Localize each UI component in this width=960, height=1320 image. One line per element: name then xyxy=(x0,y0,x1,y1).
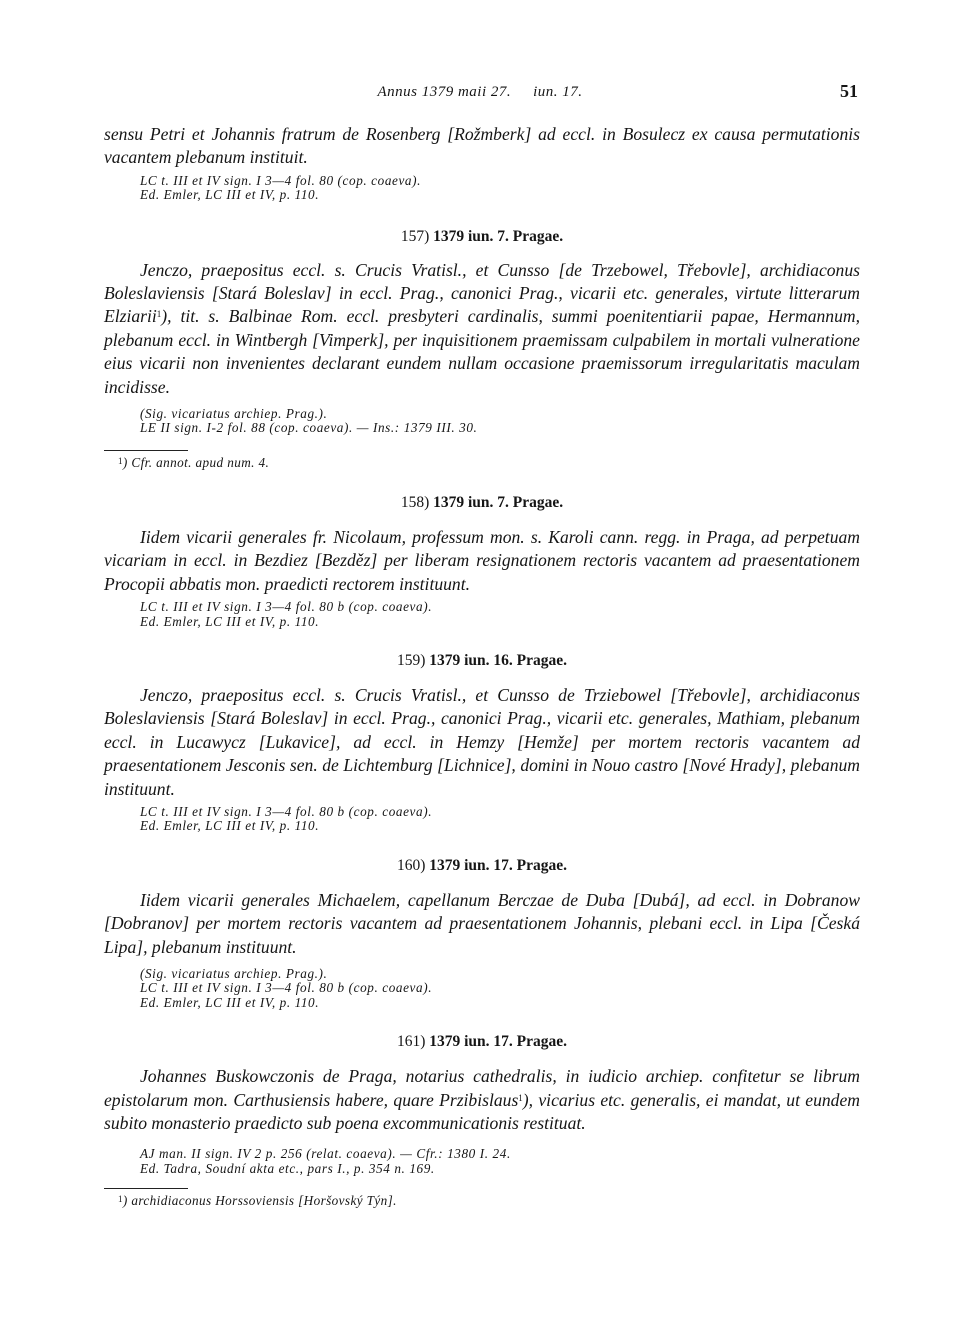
source-line: Ed. Emler, LC III et IV, p. 110. xyxy=(140,187,320,203)
source-line: AJ man. II sign. IV 2 p. 256 (relat. coaeva). — Cfr.: 1380 I. 24. xyxy=(140,1146,511,1162)
footnote-divider xyxy=(104,1188,188,1189)
entry-text-part: Johannes Buskowczonis de Praga, notarius cathedralis, in iudicio archiep. confitetur se librum epistolarum mon. Carthusiensis habere, quare Przibislaus xyxy=(104,1066,860,1110)
entry-date: 1379 iun. 16. Pragae. xyxy=(429,651,568,669)
entry-160 xyxy=(104,856,860,1010)
running-head-title xyxy=(0,84,960,101)
entry-text-part: ), vicarius etc. generalis, ei mandat, ut eundem subito monasterio praedicto sub poena excommunicationis restituat. xyxy=(104,1089,860,1133)
entry-161 xyxy=(104,1032,860,1209)
entry-158 xyxy=(104,493,860,629)
entry-heading xyxy=(104,493,860,513)
source-line: LE II sign. I-2 fol. 88 (cop. coaeva). — Ins.: 1379 III. 30. xyxy=(140,420,478,436)
entry-continuation xyxy=(104,123,860,203)
entry-heading xyxy=(104,227,860,247)
entry-text xyxy=(104,259,860,399)
entry-text-part: Jenczo, praepositus eccl. s. Crucis Vratisl., et Cunsso [de Trzebowel, Třebovle], archidiaconus Boleslaviensis [Stará Boleslav] in eccl. Prag., canonici Prag., vicarii etc. generales, virtute litterarum Elziarii xyxy=(104,259,860,327)
footnote-text: ) Cfr. annot. apud num. 4. xyxy=(122,454,270,470)
entry-date: 1379 iun. 17. Pragae. xyxy=(429,856,568,874)
source-line: Ed. Emler, LC III et IV, p. 110. xyxy=(140,818,320,834)
footnote xyxy=(118,1193,860,1209)
running-head-right: iun. 17. xyxy=(533,84,583,100)
entry-number: 158) xyxy=(400,493,430,511)
entry-heading xyxy=(104,651,860,671)
entry-number: 161) xyxy=(396,1033,426,1051)
entry-text-part: ), tit. s. Balbinae Rom. eccl. presbyteri cardinalis, summi poenitentiarii papae, Hermannum, plebanum eccl. in Wintbergh [Vimperk], per inquisitionem praemissam culpabilem in mortali vulneratione eius vicarii non invenientes declarant eundem nullam occasione praemissorum irregularitatis maculam incidisse. xyxy=(104,306,860,397)
entry-157 xyxy=(104,227,860,471)
entry-159 xyxy=(104,651,860,834)
footnote-mark: 1 xyxy=(118,1194,123,1205)
source-line: (Sig. vicariatus archiep. Prag.). xyxy=(140,965,328,981)
entry-text: Iidem vicarii generales fr. Nicolaum, professum mon. s. Karoli cann. regg. in Praga, ad perpetuam vicariam in eccl. in Bezdiez [Bezděz] per liberam resignationem rectoris vacantem ad praesentationem Procopii abbatis mon. praedicti rectorem instituunt. xyxy=(104,526,860,594)
entry-text: Iidem vicarii generales Michaelem, capellanum Berczae de Duba [Dubá], ad eccl. in Dobranow [Dobranov] per mortem rectoris vacantem ad praesentationem Johannis, plebani eccl. in Lipa [Česká Lipa], plebanum instituunt. xyxy=(104,889,860,957)
entry-heading xyxy=(104,856,860,876)
source-line: Ed. Emler, LC III et IV, p. 110. xyxy=(140,994,320,1010)
entry-number: 160) xyxy=(396,856,426,874)
source-line: LC t. III et IV sign. I 3—4 fol. 80 b (cop. coaeva). xyxy=(140,599,433,615)
document-body xyxy=(104,123,860,1209)
entry-text xyxy=(104,1065,860,1135)
source-line: Ed. Tadra, Soudní akta etc., pars I., p. 354 n. 169. xyxy=(140,1160,435,1176)
entry-date: 1379 iun. 17. Pragae. xyxy=(429,1033,568,1051)
entry-text: Jenczo, praepositus eccl. s. Crucis Vratisl., et Cunsso de Trziebowel [Třebovle], archidiaconus Boleslaviensis [Stará Boleslav] in eccl. Prag., canonici Prag., vicarii etc. generales, Mathiam, plebanum eccl. in Lucawycz [Lukavice], ad eccl. in Hemzy [Hemže] per mortem rectoris vacantem ad praesentationem Jesconis sen. de Lichtemburg [Lichnice], domini in Nouo castro [Nové Hrady], plebanum instituunt. xyxy=(104,684,860,799)
source-line: (Sig. vicariatus archiep. Prag.). xyxy=(140,406,328,422)
source-block xyxy=(140,805,860,834)
entry-heading xyxy=(104,1032,860,1052)
source-block xyxy=(140,174,860,203)
source-block xyxy=(140,1147,860,1176)
footnote-mark: 1 xyxy=(118,455,123,466)
running-head xyxy=(0,81,960,104)
footnote-reference: 1 xyxy=(156,309,162,320)
running-head-left: Annus 1379 maii 27. xyxy=(377,84,512,100)
footnote-divider xyxy=(104,450,188,451)
footnote-text: ) archidiaconus Horssoviensis [Horšovský Týn]. xyxy=(122,1193,397,1209)
entry-date: 1379 iun. 7. Pragae. xyxy=(433,227,564,245)
entry-number: 159) xyxy=(396,651,426,669)
entry-text: sensu Petri et Johannis fratrum de Rosenberg [Rožmberk] ad eccl. in Bosulecz ex causa permutationis vacantem plebanum instituit. xyxy=(104,124,860,168)
source-block xyxy=(140,600,860,629)
source-block xyxy=(140,407,860,436)
footnote xyxy=(118,455,860,471)
source-block xyxy=(140,967,860,1010)
footnote-reference: 1 xyxy=(518,1092,523,1103)
source-line: LC t. III et IV sign. I 3—4 fol. 80 b (cop. coaeva). xyxy=(140,803,433,819)
page-number: 51 xyxy=(840,81,858,101)
source-line: LC t. III et IV sign. I 3—4 fol. 80 (cop. coaeva). xyxy=(140,172,422,188)
source-line: LC t. III et IV sign. I 3—4 fol. 80 b (cop. coaeva). xyxy=(140,980,433,996)
entry-date: 1379 iun. 7. Pragae. xyxy=(433,493,564,511)
entry-number: 157) xyxy=(400,227,430,245)
source-line: Ed. Emler, LC III et IV, p. 110. xyxy=(140,613,320,629)
